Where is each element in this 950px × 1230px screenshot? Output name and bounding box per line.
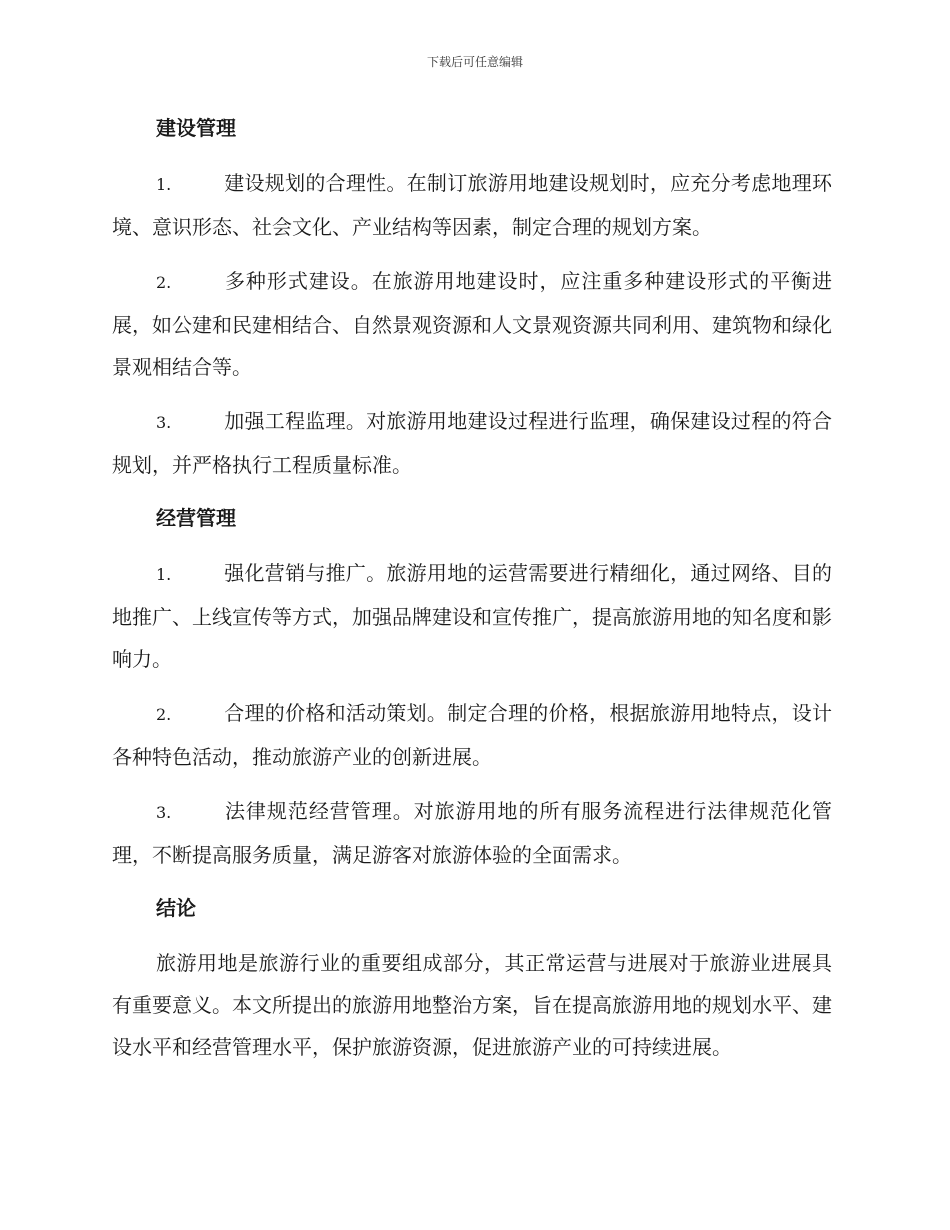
list-item-text: 强化营销与推广。旅游用地的运营需要进行精细化，通过网络、目的地推广、上线宣传等方式，加强品牌建设和宣传推广，提高旅游用地的知名度和影响力。 [112,561,832,671]
list-item-text: 加强工程监理。对旅游用地建设过程进行监理，确保建设过程的符合规划，并严格执行工程质量标准。 [112,409,832,477]
page-header: 下载后可任意编辑 [426,55,523,69]
list-number: 1. [156,175,172,194]
list-item [112,790,832,876]
section-heading-construction: 建设管理 [156,116,236,140]
list-item-text: 多种形式建设。在旅游用地建设时，应注重多种建设形式的平衡进展，如公建和民建相结合、自然景观资源和人文景观资源共同利用、建筑物和绿化景观相结合等。 [112,269,832,379]
list-number: 3. [156,413,172,432]
list-item [112,400,832,486]
list-item [112,692,832,778]
list-item-text: 法律规范经营管理。对旅游用地的所有服务流程进行法律规范化管理，不断提高服务质量，满足游客对旅游体验的全面需求。 [112,799,832,867]
list-item [112,552,832,680]
document-body [112,108,832,1068]
list-number: 3. [156,803,172,822]
section-heading-operation: 经营管理 [156,506,236,530]
list-number: 2. [156,273,172,292]
list-item [112,162,832,248]
list-item [112,260,832,388]
section-heading-conclusion: 结论 [156,896,196,920]
list-number: 2. [156,705,172,724]
list-number: 1. [156,565,172,584]
conclusion-paragraph: 旅游用地是旅游行业的重要组成部分，其正常运营与进展对于旅游业进展具有重要意义。本文所提出的旅游用地整治方案，旨在提高旅游用地的规划水平、建设水平和经营管理水平，保护旅游资源，促进旅游产业的可持续进展。 [112,951,832,1059]
list-item-text: 合理的价格和活动策划。制定合理的价格，根据旅游用地特点，设计各种特色活动，推动旅游产业的创新进展。 [112,701,832,769]
list-item-text: 建设规划的合理性。在制订旅游用地建设规划时，应充分考虑地理环境、意识形态、社会文化、产业结构等因素，制定合理的规划方案。 [112,171,832,239]
